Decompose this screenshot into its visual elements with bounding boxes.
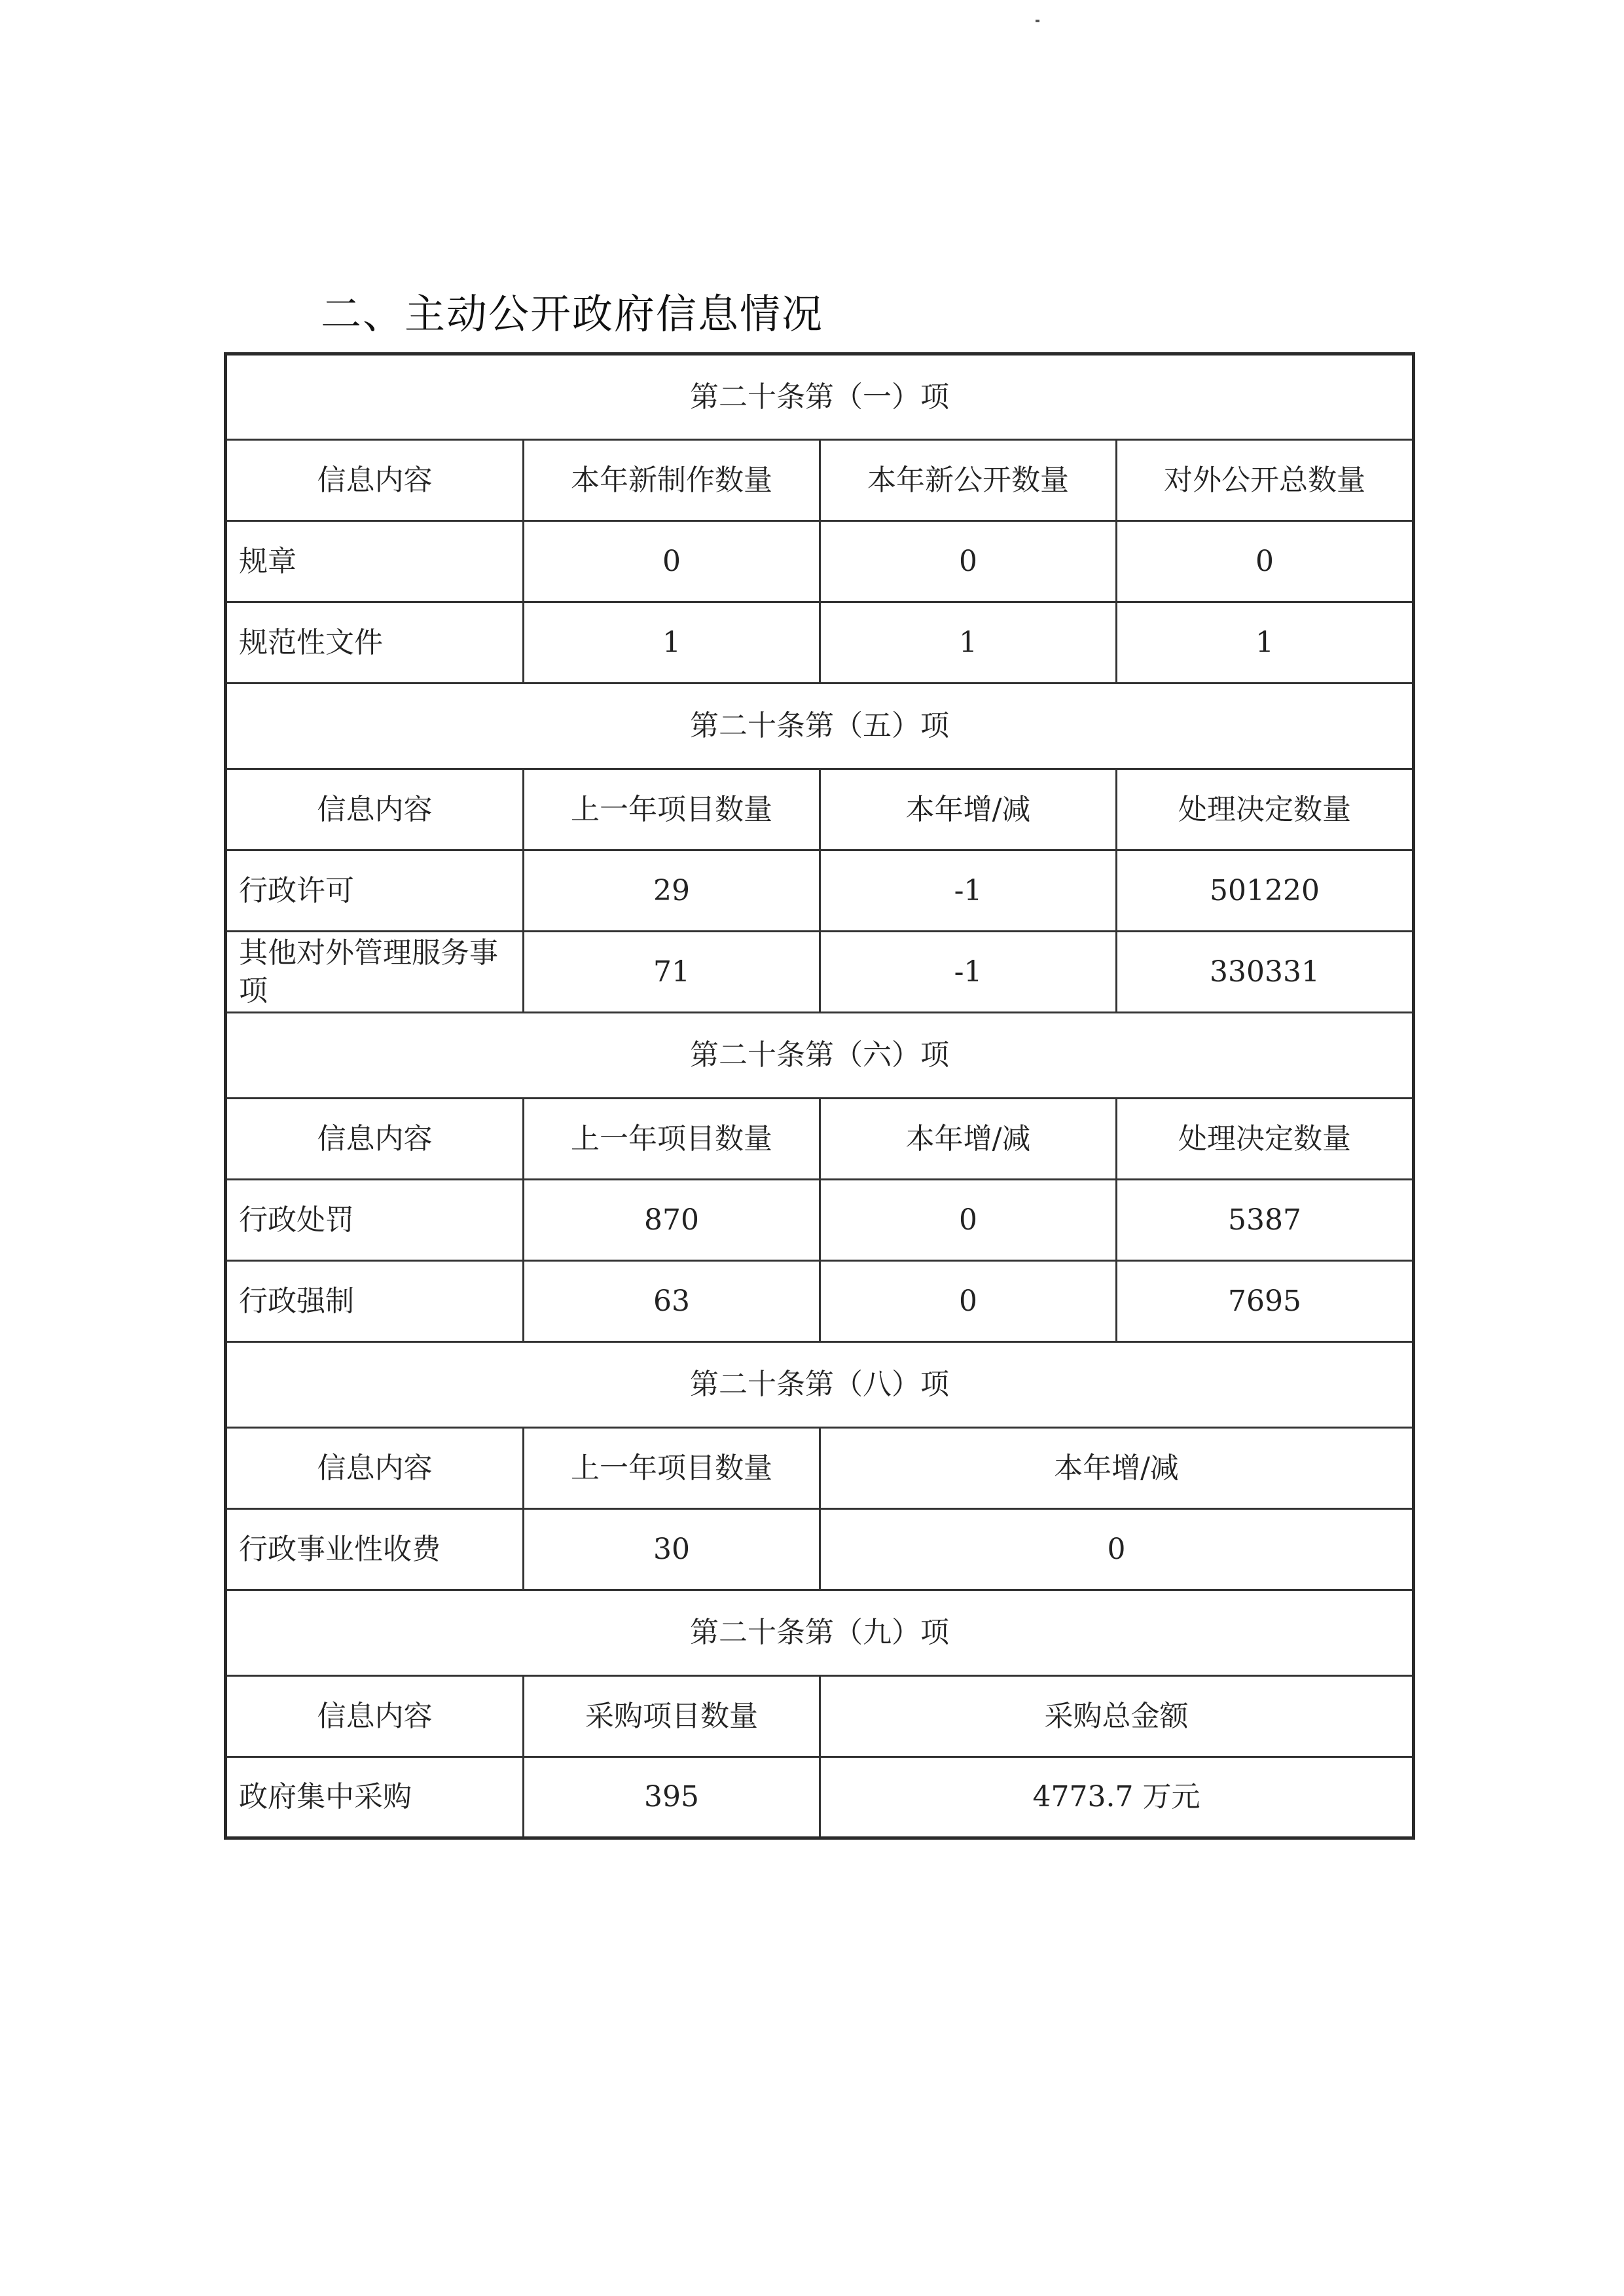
table-cell: 63 bbox=[524, 1261, 820, 1342]
header-cell: 上一年项目数量 bbox=[524, 769, 820, 850]
table-row bbox=[226, 1261, 1414, 1342]
header-cell: 上一年项目数量 bbox=[524, 1099, 820, 1180]
table-cell: 0 bbox=[820, 1180, 1117, 1261]
table-cell: 0 bbox=[820, 1261, 1117, 1342]
header-cell: 上一年项目数量 bbox=[524, 1428, 820, 1509]
section-heading-row bbox=[226, 1342, 1414, 1428]
header-cell: 信息内容 bbox=[226, 769, 524, 850]
table-cell: 870 bbox=[524, 1180, 820, 1261]
table-cell: -1 bbox=[820, 850, 1117, 932]
row-label: 行政强制 bbox=[226, 1261, 524, 1342]
row-label: 其他对外管理服务事项 bbox=[226, 932, 524, 1013]
table-row bbox=[226, 602, 1414, 683]
header-cell: 对外公开总数量 bbox=[1117, 440, 1414, 521]
row-label: 行政处罚 bbox=[226, 1180, 524, 1261]
table-cell: 0 bbox=[820, 521, 1117, 602]
table-cell: 501220 bbox=[1117, 850, 1414, 932]
header-cell: 信息内容 bbox=[226, 1428, 524, 1509]
row-label: 政府集中采购 bbox=[226, 1757, 524, 1838]
row-label: 行政许可 bbox=[226, 850, 524, 932]
section-heading: 第二十条第（五）项 bbox=[226, 683, 1414, 769]
table-cell: 0 bbox=[820, 1509, 1414, 1590]
header-cell: 本年增/减 bbox=[820, 1099, 1117, 1180]
header-row bbox=[226, 440, 1414, 521]
header-row bbox=[226, 769, 1414, 850]
table-cell: 395 bbox=[524, 1757, 820, 1838]
section-heading: 第二十条第（八）项 bbox=[226, 1342, 1414, 1428]
header-cell: 信息内容 bbox=[226, 440, 524, 521]
row-label: 规范性文件 bbox=[226, 602, 524, 683]
row-label: 行政事业性收费 bbox=[226, 1509, 524, 1590]
table-cell: 7695 bbox=[1117, 1261, 1414, 1342]
header-cell: 本年新公开数量 bbox=[820, 440, 1117, 521]
table-cell: 330331 bbox=[1117, 932, 1414, 1013]
table-cell: 0 bbox=[524, 521, 820, 602]
table-cell: 1 bbox=[820, 602, 1117, 683]
table-cell: 29 bbox=[524, 850, 820, 932]
section-heading: 第二十条第（六）项 bbox=[226, 1013, 1414, 1099]
section-heading-row bbox=[226, 1013, 1414, 1099]
table-cell: -1 bbox=[820, 932, 1117, 1013]
table-cell: 30 bbox=[524, 1509, 820, 1590]
table-cell: 1 bbox=[524, 602, 820, 683]
header-cell: 处理决定数量 bbox=[1117, 1099, 1414, 1180]
header-cell: 采购项目数量 bbox=[524, 1676, 820, 1757]
table-cell: 5387 bbox=[1117, 1180, 1414, 1261]
table-row bbox=[226, 1509, 1414, 1590]
scan-mark bbox=[1036, 20, 1039, 22]
table-row bbox=[226, 932, 1414, 1013]
header-row bbox=[226, 1676, 1414, 1757]
header-cell: 本年增/减 bbox=[820, 1428, 1414, 1509]
header-cell: 处理决定数量 bbox=[1117, 769, 1414, 850]
table-cell: 4773.7 万元 bbox=[820, 1757, 1414, 1838]
section-heading-row bbox=[226, 1590, 1414, 1676]
table-row bbox=[226, 521, 1414, 602]
disclosure-table bbox=[224, 352, 1415, 1840]
table-cell: 0 bbox=[1117, 521, 1414, 602]
table-cell: 1 bbox=[1117, 602, 1414, 683]
header-row bbox=[226, 1099, 1414, 1180]
row-label: 规章 bbox=[226, 521, 524, 602]
table-row bbox=[226, 1757, 1414, 1838]
table-cell: 71 bbox=[524, 932, 820, 1013]
header-cell: 本年新制作数量 bbox=[524, 440, 820, 521]
section-heading: 第二十条第（一）项 bbox=[226, 354, 1414, 440]
table-row bbox=[226, 1180, 1414, 1261]
header-cell: 信息内容 bbox=[226, 1099, 524, 1180]
header-cell: 信息内容 bbox=[226, 1676, 524, 1757]
section-heading: 第二十条第（九）项 bbox=[226, 1590, 1414, 1676]
header-cell: 采购总金额 bbox=[820, 1676, 1414, 1757]
section-heading-row bbox=[226, 354, 1414, 440]
section-heading-row bbox=[226, 683, 1414, 769]
header-cell: 本年增/减 bbox=[820, 769, 1117, 850]
table-row bbox=[226, 850, 1414, 932]
page-title: 二、主动公开政府信息情况 bbox=[321, 290, 824, 338]
header-row bbox=[226, 1428, 1414, 1509]
